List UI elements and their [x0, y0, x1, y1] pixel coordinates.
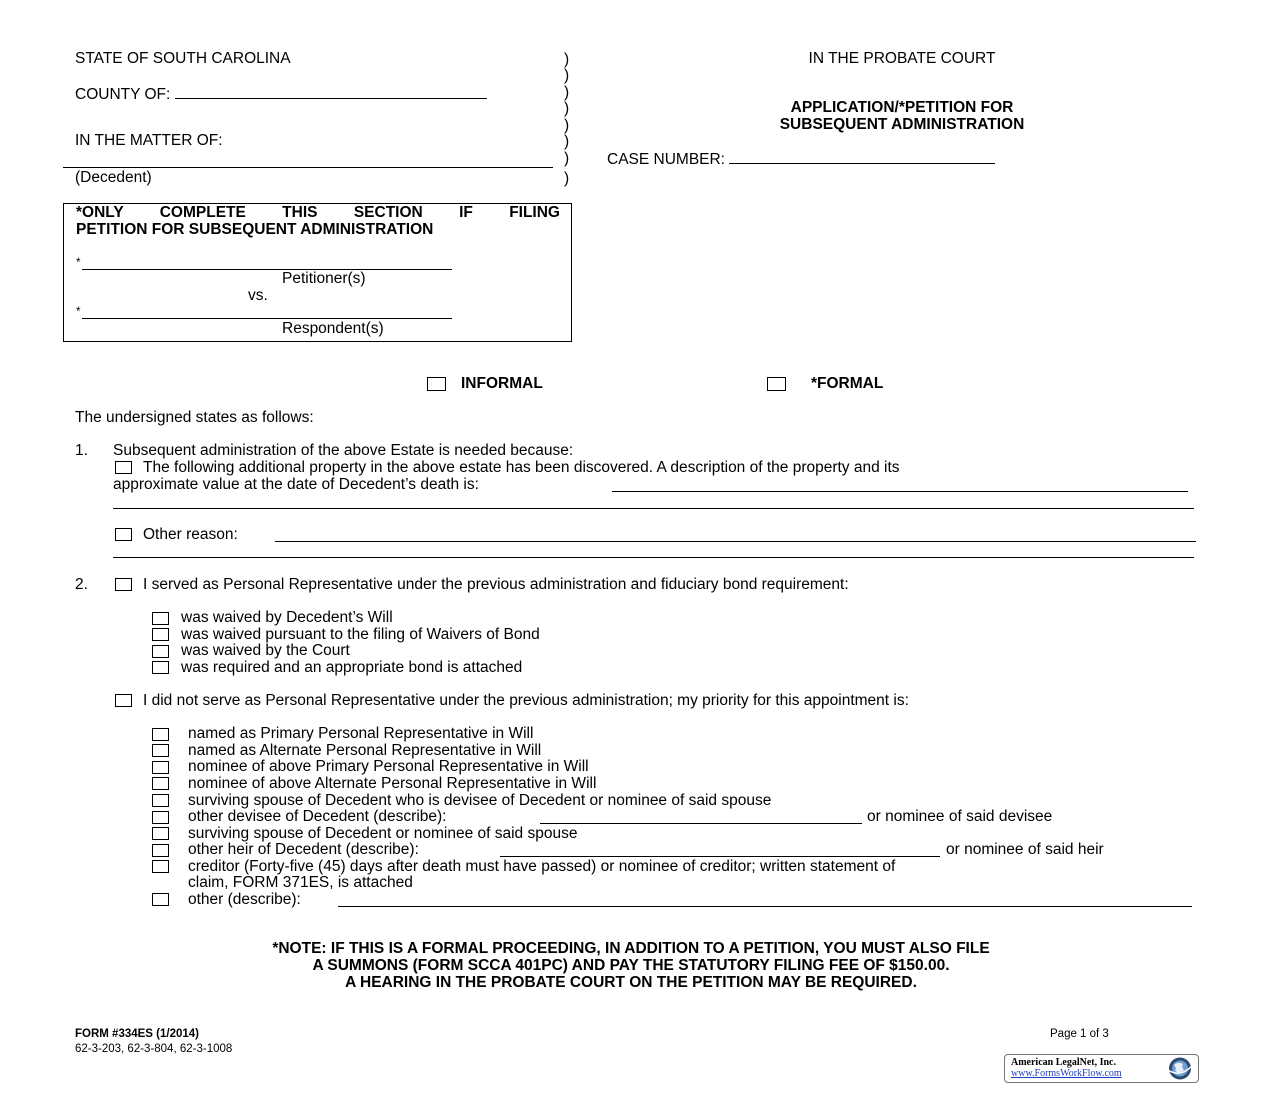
- bond-required-checkbox[interactable]: [152, 661, 169, 674]
- other-heir-label: other heir of Decedent (describe):: [188, 841, 419, 858]
- other-devisee-field[interactable]: [540, 823, 862, 824]
- alternate-pr-checkbox[interactable]: [152, 744, 169, 757]
- other-devisee-label: other devisee of Decedent (describe):: [188, 808, 447, 825]
- bond-waived-court-checkbox[interactable]: [152, 645, 169, 658]
- respondents-label: Respondent(s): [282, 320, 384, 337]
- primary-pr-checkbox[interactable]: [152, 728, 169, 741]
- other-reason-field[interactable]: [275, 541, 1196, 542]
- section2-number: 2.: [75, 576, 88, 593]
- spouse-label: surviving spouse of Decedent or nominee of said spouse: [188, 825, 578, 842]
- other-reason-label: Other reason:: [143, 526, 238, 543]
- not-served-checkbox[interactable]: [115, 694, 132, 707]
- asterisk: *: [76, 306, 81, 318]
- other-label: other (describe):: [188, 891, 301, 908]
- matter-label: IN THE MATTER OF:: [75, 132, 223, 149]
- other-checkbox[interactable]: [152, 893, 169, 906]
- property-description-label: approximate value at the date of Decedent’s death is:: [113, 476, 479, 493]
- statutes: 62-3-203, 62-3-804, 62-3-1008: [75, 1043, 233, 1055]
- creditor-checkbox[interactable]: [152, 860, 169, 873]
- informal-checkbox[interactable]: [427, 377, 446, 391]
- county-label: COUNTY OF:: [75, 84, 487, 103]
- bond-waived-will-label: was waived by Decedent’s Will: [181, 609, 393, 626]
- nominee-primary-checkbox[interactable]: [152, 761, 169, 774]
- property-description-field-2[interactable]: [113, 508, 1194, 509]
- note-line2: A SUMMONS (FORM SCCA 401PC) AND PAY THE STATUTORY FILING FEE OF $150.00.: [312, 957, 950, 974]
- informal-label: INFORMAL: [461, 375, 543, 392]
- primary-pr-label: named as Primary Personal Representative in Will: [188, 725, 534, 742]
- additional-property-text: The following additional property in the above estate has been discovered. A description of the property and its: [143, 459, 900, 476]
- creditor-label: creditor (Forty-five (45) days after death must have passed) or nominee of creditor; written statement of: [188, 858, 896, 875]
- other-reason-field-2[interactable]: [113, 557, 1194, 558]
- state-label: STATE OF SOUTH CAROLINA: [75, 50, 291, 67]
- spouse-devisee-label: surviving spouse of Decedent who is devisee of Decedent or nominee of said spouse: [188, 792, 772, 809]
- paren: ): [564, 117, 570, 134]
- served-checkbox[interactable]: [115, 578, 132, 591]
- form-title-line2: SUBSEQUENT ADMINISTRATION: [779, 116, 1025, 133]
- formal-label: *FORMAL: [811, 375, 884, 392]
- court-label: IN THE PROBATE COURT: [808, 50, 996, 67]
- case-number-label: CASE NUMBER:: [607, 149, 995, 168]
- case-number-field[interactable]: [729, 149, 995, 164]
- petitioner-field[interactable]: [82, 269, 452, 270]
- section1-number: 1.: [75, 442, 88, 459]
- paren: ): [564, 84, 570, 101]
- other-devisee-suffix: or nominee of said devisee: [867, 808, 1053, 825]
- other-describe-field[interactable]: [338, 906, 1192, 907]
- respondent-field[interactable]: [82, 318, 452, 319]
- section1-lead: Subsequent administration of the above Estate is needed because:: [113, 442, 574, 459]
- american-legalnet-logo[interactable]: [1004, 1054, 1199, 1083]
- formal-checkbox[interactable]: [767, 377, 786, 391]
- paren: ): [564, 51, 570, 68]
- logo-name: American LegalNet, Inc.: [1011, 1057, 1116, 1068]
- spouse-checkbox[interactable]: [152, 827, 169, 840]
- nominee-primary-label: nominee of above Primary Personal Representative in Will: [188, 758, 589, 775]
- petitioners-label: Petitioner(s): [282, 270, 366, 287]
- bond-waived-waivers-label: was waived pursuant to the filing of Waivers of Bond: [181, 626, 540, 643]
- vs-label: vs.: [248, 287, 268, 304]
- decedent-name-line[interactable]: [63, 167, 553, 168]
- paren: ): [564, 133, 570, 150]
- note-line1: *NOTE: IF THIS IS A FORMAL PROCEEDING, IN ADDITION TO A PETITION, YOU MUST ALSO FILE: [272, 940, 990, 957]
- form-number: FORM #334ES (1/2014): [75, 1028, 200, 1040]
- county-field[interactable]: [175, 84, 487, 99]
- spouse-devisee-checkbox[interactable]: [152, 794, 169, 807]
- petition-heading-line2: PETITION FOR SUBSEQUENT ADMINISTRATION: [76, 221, 434, 238]
- globe-icon: [1166, 1056, 1193, 1081]
- paren: ): [564, 150, 570, 167]
- alternate-pr-label: named as Alternate Personal Representative in Will: [188, 742, 542, 759]
- petition-heading-line1: *ONLY COMPLETE THIS SECTION IF FILING: [76, 204, 560, 221]
- bond-required-label: was required and an appropriate bond is attached: [181, 659, 523, 676]
- logo-url[interactable]: www.FormsWorkFlow.com: [1011, 1068, 1122, 1079]
- decedent-label: (Decedent): [75, 169, 152, 186]
- bond-waived-court-label: was waived by the Court: [181, 642, 350, 659]
- not-served-text: I did not serve as Personal Representative under the previous administration; my priority for this appointment is:: [143, 692, 909, 709]
- other-heir-checkbox[interactable]: [152, 844, 169, 857]
- form-title-line1: APPLICATION/*PETITION FOR: [790, 99, 1014, 116]
- other-heir-suffix: or nominee of said heir: [946, 841, 1104, 858]
- bond-waived-waivers-checkbox[interactable]: [152, 628, 169, 641]
- paren: ): [564, 170, 570, 187]
- bond-waived-will-checkbox[interactable]: [152, 612, 169, 625]
- served-text: I served as Personal Representative under the previous administration and fiduciary bond requirement:: [143, 576, 849, 593]
- other-reason-checkbox[interactable]: [115, 528, 132, 541]
- paren: ): [564, 67, 570, 84]
- other-heir-field[interactable]: [500, 856, 940, 857]
- asterisk: *: [76, 257, 81, 269]
- other-devisee-checkbox[interactable]: [152, 811, 169, 824]
- page-number: Page 1 of 3: [1050, 1028, 1109, 1040]
- nominee-alternate-label: nominee of above Alternate Personal Representative in Will: [188, 775, 597, 792]
- intro-text: The undersigned states as follows:: [75, 409, 314, 426]
- note-line3: A HEARING IN THE PROBATE COURT ON THE PETITION MAY BE REQUIRED.: [345, 974, 917, 991]
- paren: ): [564, 100, 570, 117]
- additional-property-checkbox[interactable]: [115, 461, 132, 474]
- nominee-alternate-checkbox[interactable]: [152, 777, 169, 790]
- property-description-field[interactable]: [612, 491, 1188, 492]
- creditor-label-2: claim, FORM 371ES, is attached: [188, 874, 413, 891]
